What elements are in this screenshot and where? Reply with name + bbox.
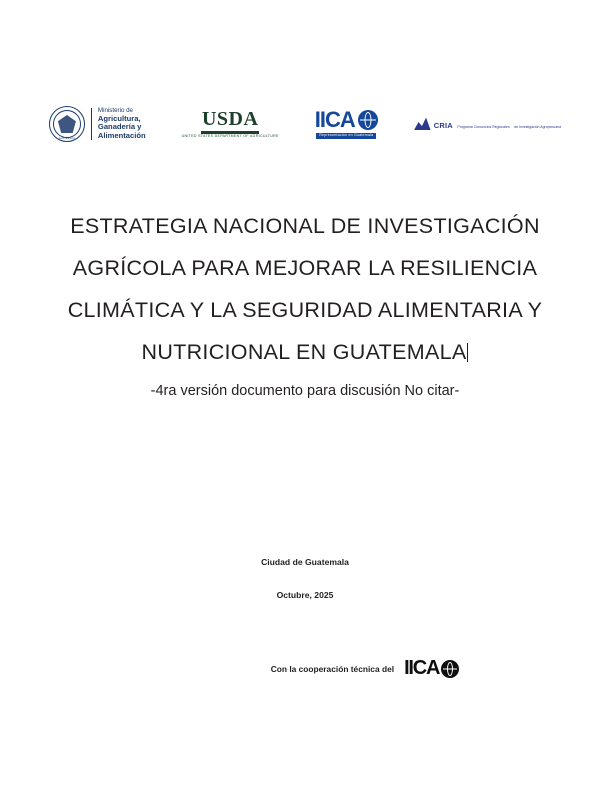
maga-text-block <box>98 108 146 140</box>
maga-logo <box>49 106 146 142</box>
document-place: Ciudad de Guatemala <box>261 557 349 567</box>
iica-logo-row <box>315 109 378 131</box>
footer-iica-logo <box>404 657 459 680</box>
page-title <box>52 205 558 373</box>
cria-line-1: Programa Consorcios Regionales <box>457 124 510 129</box>
cria-wordmark: CRIA <box>433 120 453 130</box>
iica-logo <box>315 109 378 139</box>
maga-line-1: Ministerio de <box>97 106 133 114</box>
title-line-3: CLIMÁTICA Y LA SEGURIDAD ALIMENTARIA Y <box>67 298 543 322</box>
cooperation-text: Con la cooperación técnica del <box>270 663 395 674</box>
usda-logo <box>182 109 279 139</box>
maga-line-2b: Ganadería y <box>97 122 142 132</box>
maga-seal-label: GUATEMALA <box>58 137 76 140</box>
globe-icon <box>358 110 378 130</box>
logo-band <box>0 96 610 152</box>
maga-divider <box>91 108 92 140</box>
cooperation-footer <box>0 657 610 680</box>
text-cursor <box>467 343 468 362</box>
seal-core-shape <box>58 115 76 133</box>
footer-globe-icon <box>441 660 459 678</box>
usda-subtitle: UNITED STATES DEPARTMENT OF AGRICULTURE <box>181 134 279 139</box>
cria-line-2: de Investigación Agropecuaria <box>514 124 562 129</box>
cria-text-block <box>434 115 561 133</box>
title-line-2: AGRÍCOLA PARA MEJORAR LA RESILIENCIA <box>72 256 538 280</box>
guatemala-seal-icon <box>49 106 85 142</box>
cria-logo <box>414 115 561 133</box>
maga-line-2c: Alimentación <box>97 130 146 140</box>
title-line-1: ESTRATEGIA NACIONAL DE INVESTIGACIÓN <box>70 214 540 238</box>
title-line-4: NUTRICIONAL EN GUATEMALA <box>141 340 467 364</box>
document-subtitle: -4ra versión documento para discusión No citar- <box>150 383 460 399</box>
title-line-4-wrapper <box>52 331 558 373</box>
footer-iica-wordmark: IICA <box>404 657 440 679</box>
iica-wordmark: IICA <box>314 107 355 133</box>
document-date: Octubre, 2025 <box>276 590 334 600</box>
usda-wordmark: USDA <box>201 108 259 131</box>
maga-line-2a: Agricultura, <box>97 113 141 123</box>
mountain-icon <box>414 117 431 130</box>
iica-caption: Representación en Guatemala <box>316 133 376 139</box>
